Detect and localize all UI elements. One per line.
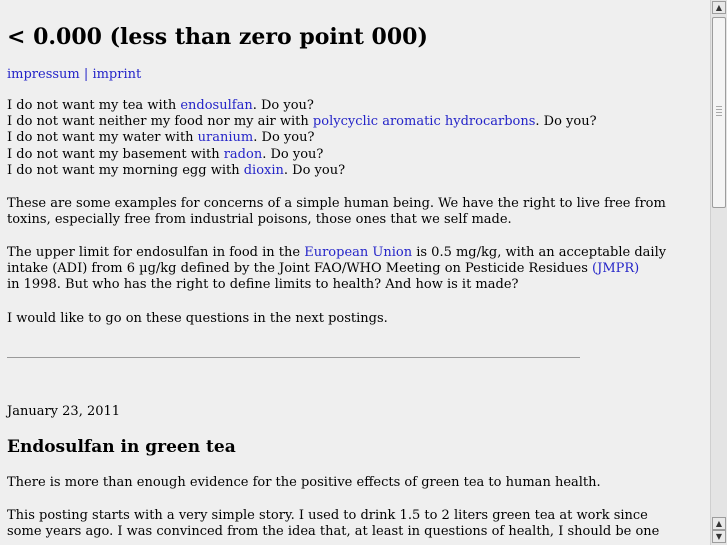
imprint-link[interactable]: imprint: [92, 67, 142, 82]
line-text: . Do you?: [253, 130, 315, 146]
concern-line: [7, 130, 582, 146]
line-text: . Do you?: [252, 98, 314, 113]
line-text: The upper limit for endosulfan in food in the: [7, 245, 305, 260]
paragraph-line: some years ago. I was convinced from the idea that, at least in questions of health, I should be one: [7, 524, 660, 540]
concerns-paragraph: [7, 98, 597, 179]
impressum-link[interactable]: impressum: [7, 67, 80, 82]
concern-line: [7, 163, 582, 179]
limits-paragraph: [7, 245, 667, 294]
next-postings-paragraph: [7, 311, 582, 327]
imprint-separator: |: [83, 67, 89, 82]
line-text: . Do you?: [262, 146, 324, 162]
arrow-up-icon: ▲: [715, 519, 723, 528]
european-union-link[interactable]: European Union: [304, 245, 413, 260]
line-text: is 0.5 mg/kg, with an acceptable daily: [412, 245, 667, 260]
paragraph-line: [7, 245, 667, 261]
paragraph-line: toxins, especially free from industrial poisons, those ones that we self made.: [7, 212, 512, 228]
grip-line: [716, 115, 722, 116]
scroll-up-button[interactable]: [712, 1, 726, 14]
line-text: I do not want my tea with: [7, 98, 181, 113]
radon-link[interactable]: radon: [223, 146, 263, 162]
paragraph-line: I would like to go on these questions in the next postings.: [7, 311, 388, 326]
concern-line: [7, 98, 582, 114]
line-text: I do not want my morning egg with: [7, 162, 244, 178]
paragraph-line: These are some examples for concerns of a simple human being. We have the right to live free from: [7, 196, 666, 211]
line-text: I do not want my water with: [7, 130, 198, 146]
endosulfan-link[interactable]: endosulfan: [180, 98, 253, 113]
grip-line: [716, 106, 722, 107]
jmpr-link[interactable]: (JMPR): [592, 261, 640, 277]
line-text: I do not want my basement with: [7, 146, 224, 162]
line-text: intake (ADI) from 6 µg/kg defined by the Joint FAO/WHO Meeting on Pesticide Residues: [7, 261, 593, 277]
concern-line: [7, 147, 582, 163]
vertical-scrollbar[interactable]: [710, 0, 727, 545]
scroll-up-button-lower[interactable]: [712, 517, 726, 530]
post-separator: [7, 357, 580, 358]
paragraph-line: There is more than enough evidence for the positive effects of green tea to human health.: [7, 475, 601, 490]
green-tea-intro: [7, 475, 601, 491]
green-tea-story: [7, 508, 660, 540]
line-text: . Do you?: [283, 162, 346, 178]
uranium-link[interactable]: uranium: [197, 130, 254, 146]
paragraph-line: in 1998. But who has the right to define limits to health? And how is it made?: [7, 277, 519, 293]
scroll-down-button[interactable]: [712, 530, 726, 543]
paragraph-line: [7, 261, 640, 277]
rights-paragraph: [7, 196, 666, 228]
concern-line: [7, 114, 597, 130]
arrow-down-icon: ▼: [715, 532, 723, 541]
post-date: January 23, 2011: [7, 404, 121, 419]
post-title: Endosulfan in green tea: [7, 437, 236, 457]
line-text: I do not want neither my food nor my air with: [7, 114, 313, 130]
grip-line: [716, 109, 722, 110]
post-title: < 0.000 (less than zero point 000): [7, 24, 428, 50]
pah-link[interactable]: polycyclic aromatic hydrocarbons: [312, 114, 536, 130]
imprint-links: [7, 67, 141, 82]
line-text: . Do you?: [535, 114, 597, 130]
dioxin-link[interactable]: dioxin: [243, 162, 284, 178]
grip-line: [716, 112, 722, 113]
arrow-up-icon: ▲: [715, 3, 723, 12]
paragraph-line: This posting starts with a very simple story. I used to drink 1.5 to 2 liters green tea at work since: [7, 508, 648, 523]
scrollbar-thumb[interactable]: [712, 17, 726, 208]
